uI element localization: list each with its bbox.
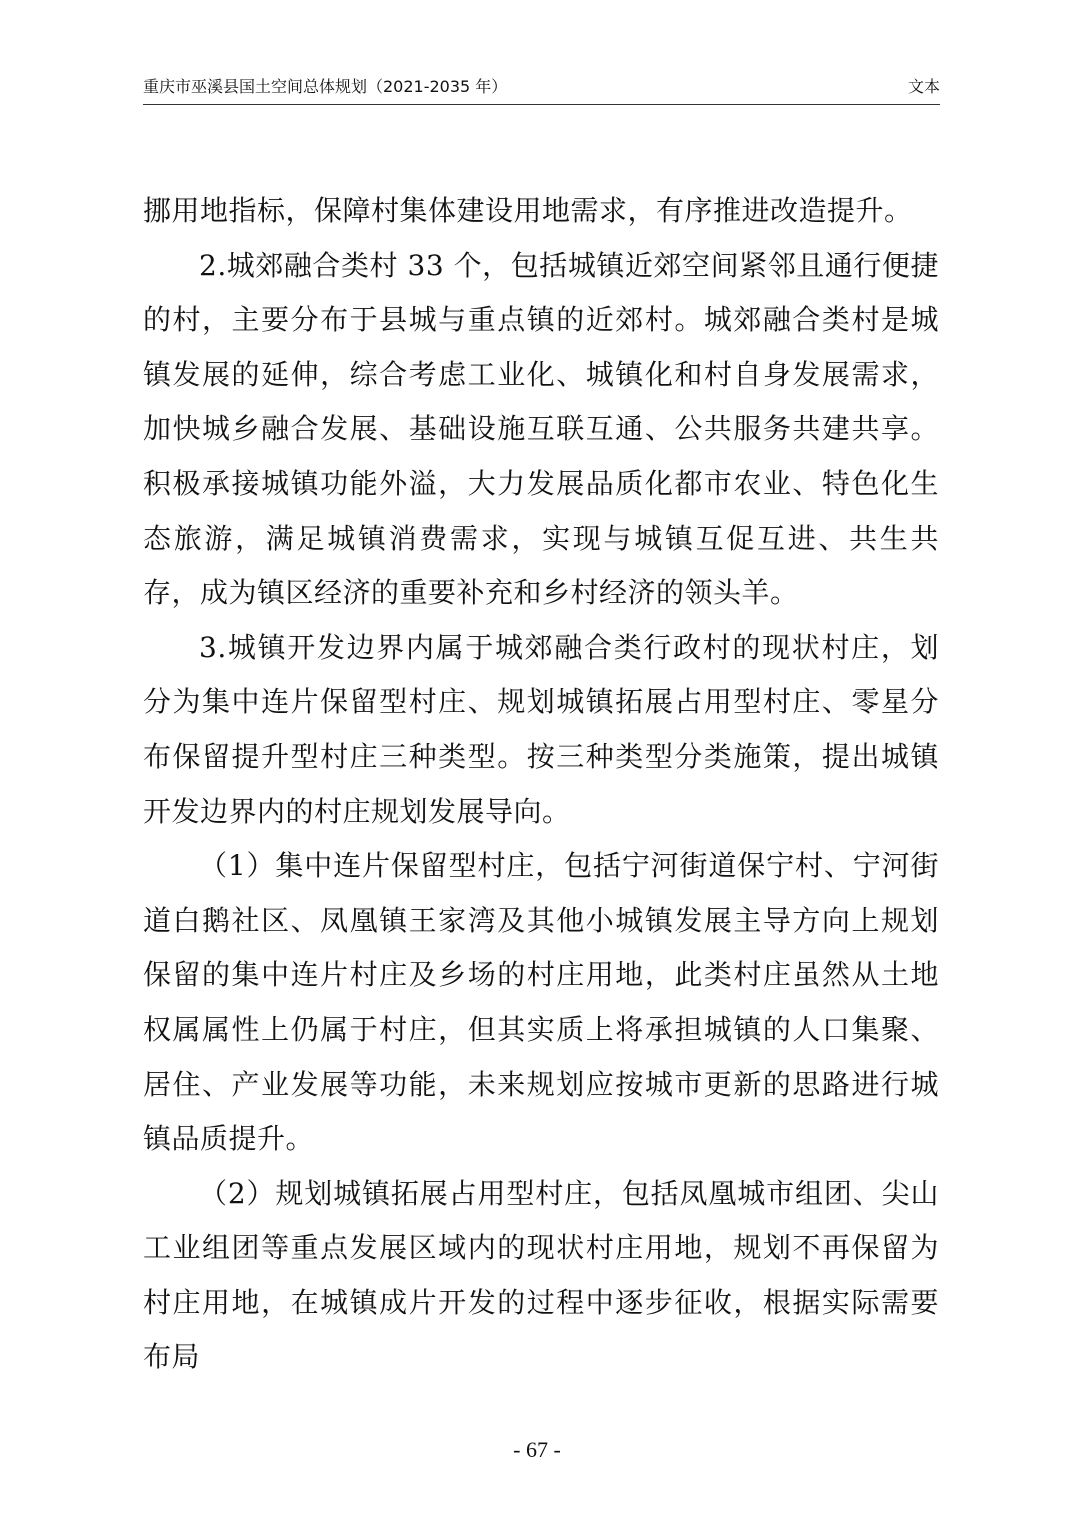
page-number: - 67 - [513,1437,561,1462]
document-title: 重庆市巫溪县国土空间总体规划（2021-2035 年） [143,77,508,96]
section-label: 文本 [907,77,940,96]
paragraph-subitem-2: （2）规划城镇拓展占用型村庄，包括凤凰城市组团、尖山工业组团等重点发展区域内的现状村庄用地，规划不再保留为村庄用地，在城镇成片开发的过程中逐步征收，根据实际需要布局 [143,1176,939,1374]
paragraph-continuation: 挪用地指标，保障村集体建设用地需求，有序推进改造提升。 [143,194,913,227]
page-header [143,74,940,105]
paragraph-subitem-1: （1）集中连片保留型村庄，包括宁河街道保宁村、宁河街道白鹅社区、凤凰镇王家湾及其他小城镇发展主导方向上规划保留的集中连片村庄及乡场的村庄用地，此类村庄虽然从土地权属属性上仍属于村庄，但其实质上将承担城镇的人口集聚、居住、产业发展等功能，未来规划应按城市更新的思路进行城镇品质提升。 [143,849,939,1156]
paragraph-item-2: 2.城郊融合类村 33 个，包括城镇近郊空间紧邻且通行便捷的村，主要分布于县城与重点镇的近郊村。城郊融合类村是城镇发展的延伸，综合考虑工业化、城镇化和村自身发展需求，加快城乡融合发展、基础设施互联互通、公共服务共建共享。积极承接城镇功能外溢，大力发展品质化都市农业、特色化生态旅游，满足城镇消费需求，实现与城镇互促互进、共生共存，成为镇区经济的重要补充和乡村经济的领头羊。 [143,248,939,610]
document-body [143,184,939,1385]
paragraph-item-3: 3.城镇开发边界内属于城郊融合类行政村的现状村庄，划分为集中连片保留型村庄、规划城镇拓展占用型村庄、零星分布保留提升型村庄三种类型。按三种类型分类施策，提出城镇开发边界内的村庄规划发展导向。 [143,630,939,828]
